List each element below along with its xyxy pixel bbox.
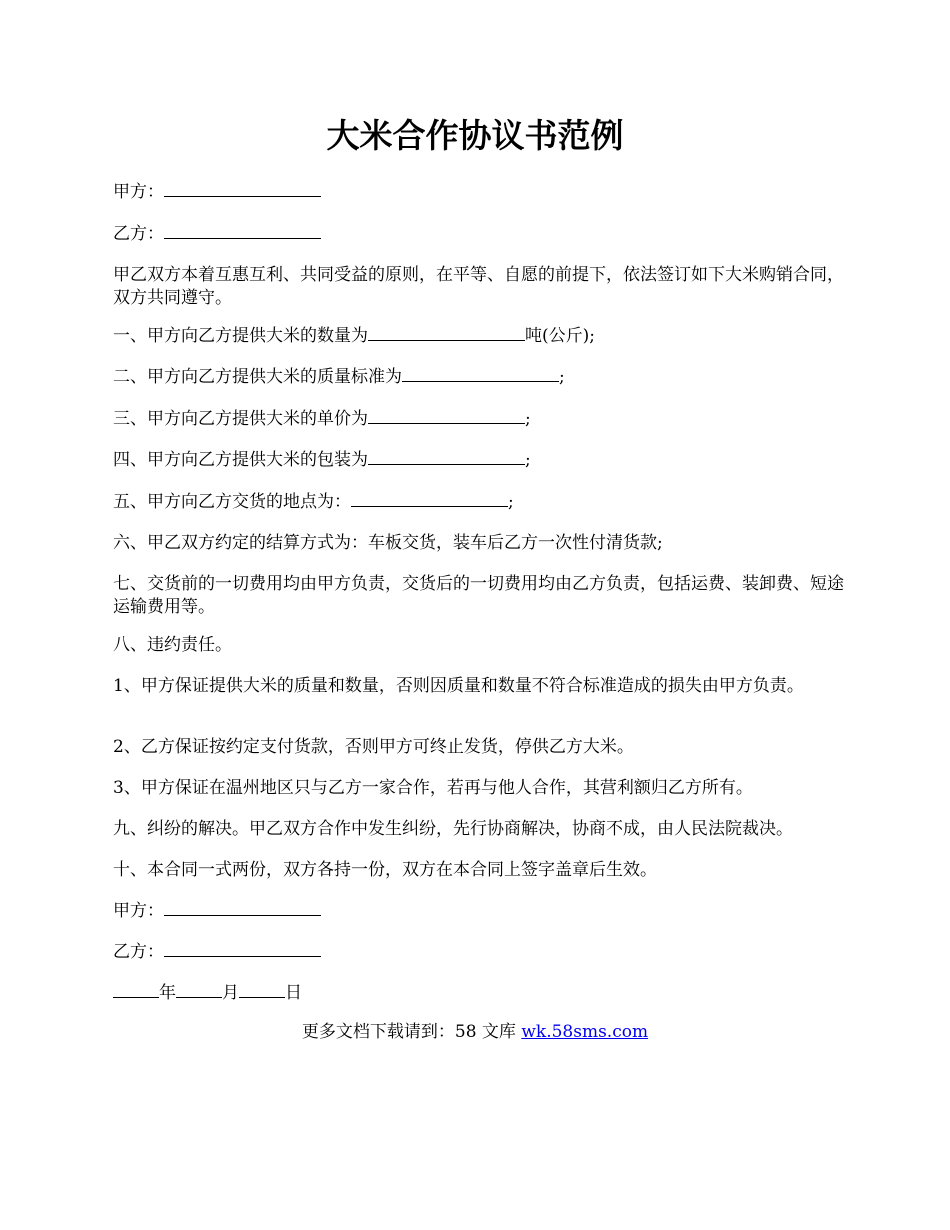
clause-5-text: 五、甲方向乙方交货的地点为： <box>113 492 351 512</box>
footer <box>0 1021 950 1044</box>
party-a-label: 甲方： <box>113 182 164 202</box>
party-b-line <box>113 223 853 246</box>
clause-5 <box>113 491 853 514</box>
clause-4-blank <box>368 449 525 465</box>
clause-3-text: 三、甲方向乙方提供大米的单价为 <box>113 409 368 429</box>
footer-link[interactable]: wk.58sms.com <box>521 1022 649 1042</box>
clause-7: 七、交货前的一切费用均由甲方负责，交货后的一切费用均由乙方负责，包括运费、装卸费、短途运输费用等。 <box>113 574 844 617</box>
signature-party-a-blank <box>164 900 321 916</box>
day-blank <box>239 982 285 998</box>
signature-party-b-blank <box>164 941 321 957</box>
clause-10: 十、本合同一式两份，双方各持一份，双方在本合同上签字盖章后生效。 <box>113 860 657 880</box>
document-title: 大米合作协议书范例 <box>326 116 624 155</box>
clause-4-end: ; <box>525 450 531 470</box>
party-b-label: 乙方： <box>113 224 164 244</box>
party-a-blank <box>164 181 321 197</box>
clause-5-end: ; <box>508 492 514 512</box>
clause-2-end: ; <box>559 367 565 387</box>
clause-3 <box>113 408 853 431</box>
clause-8-item-2: 2、乙方保证按约定支付货款，否则甲方可终止发货，停供乙方大米。 <box>113 737 634 757</box>
month-label: 月 <box>222 983 239 1003</box>
clause-2-blank <box>402 366 559 382</box>
clause-3-blank <box>368 408 525 424</box>
clause-6: 六、甲乙双方约定的结算方式为：车板交货，装车后乙方一次性付清货款; <box>113 533 663 553</box>
clause-1-text: 一、甲方向乙方提供大米的数量为 <box>113 326 368 346</box>
clause-4-text: 四、甲方向乙方提供大米的包装为 <box>113 450 368 470</box>
clause-8-item-3: 3、甲方保证在温州地区只与乙方一家合作，若再与他人合作，其营利额归乙方所有。 <box>113 778 753 798</box>
clause-3-end: ; <box>525 409 531 429</box>
clause-8-item-1: 1、甲方保证提供大米的质量和数量，否则因质量和数量不符合标准造成的损失由甲方负责。 <box>113 676 804 696</box>
clause-2-text: 二、甲方向乙方提供大米的质量标准为 <box>113 367 402 387</box>
intro-paragraph: 甲乙双方本着互惠互利、共同受益的原则，在平等、自愿的前提下，依法签订如下大米购销合同，双方共同遵守。 <box>113 265 844 308</box>
signature-date <box>113 982 853 1005</box>
clause-1-unit: 吨(公斤); <box>525 326 595 346</box>
signature-party-b <box>113 941 853 964</box>
clause-1 <box>113 325 853 348</box>
year-label: 年 <box>159 983 176 1003</box>
signature-party-a-label: 甲方： <box>113 901 164 921</box>
day-label: 日 <box>285 983 302 1003</box>
party-b-blank <box>164 223 321 239</box>
year-blank <box>113 982 159 998</box>
clause-9: 九、纠纷的解决。甲乙双方合作中发生纠纷，先行协商解决，协商不成，由人民法院裁决。 <box>113 819 793 839</box>
month-blank <box>176 982 222 998</box>
clause-8: 八、违约责任。 <box>113 635 232 655</box>
clause-2 <box>113 366 853 389</box>
clause-5-blank <box>351 491 508 507</box>
signature-party-b-label: 乙方： <box>113 942 164 962</box>
clause-1-blank <box>368 325 525 341</box>
footer-text: 更多文档下载请到：58 文库 <box>301 1022 522 1042</box>
party-a-line <box>113 181 853 204</box>
clause-4 <box>113 449 853 472</box>
signature-party-a <box>113 900 853 923</box>
